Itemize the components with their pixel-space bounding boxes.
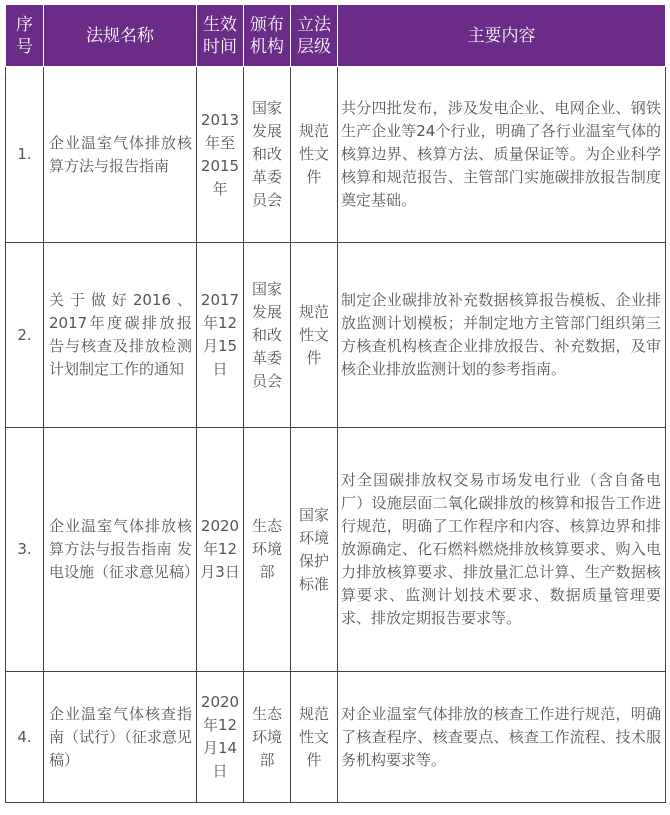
issuing-body <box>244 672 291 803</box>
effective-time-line: 日 <box>212 762 228 780</box>
header-time <box>197 5 244 67</box>
issuing-body-line: 生态 <box>251 704 282 723</box>
regulation-name: 企业温室气体核查指南（试行）（征求意见稿） <box>44 672 197 803</box>
legislative-level-line: 规范 <box>298 704 329 723</box>
legislative-level-line: 环境 <box>298 528 329 547</box>
table-row <box>6 243 666 428</box>
header-time-line: 时间 <box>203 36 237 57</box>
effective-time-line: 月15 <box>202 337 238 355</box>
legislative-level-line: 国家 <box>298 505 329 524</box>
effective-time <box>197 428 244 672</box>
header-level <box>291 5 338 67</box>
main-content: 对企业温室气体排放的核查工作进行规范，明确了核查程序、核查要点、核查工作流程、技术服务机构要求等。 <box>338 672 666 803</box>
header-issuer-line: 颁布 <box>250 14 284 35</box>
effective-time-line: 年12 <box>202 540 238 558</box>
main-content: 制定企业碳排放补充数据核算报告模板、企业排放监测计划模板；并制定地方主管部门组织第三方核查机构核查企业排放报告、补充数据，及审核企业排放监测计划的参考指南。 <box>338 243 666 428</box>
issuing-body <box>244 67 291 243</box>
header-num-line: 序 <box>16 14 33 35</box>
row-number: 2. <box>6 243 44 428</box>
issuing-body-line: 生态 <box>251 517 282 535</box>
legislative-level-line: 保护 <box>298 551 329 570</box>
issuing-body-line: 国家 <box>251 99 282 117</box>
legislative-level-line: 件 <box>306 348 322 367</box>
effective-time <box>197 243 244 428</box>
regulation-name: 关于做好2016、2017年度碳排放报告与核查及排放检测计划制定工作的通知 <box>44 243 197 428</box>
header-issuer-line: 机构 <box>250 36 284 57</box>
issuing-body-line: 国家 <box>251 279 282 298</box>
issuing-body-line: 环境 <box>251 540 282 558</box>
main-content: 共分四批发布，涉及发电企业、电网企业、钢铁生产企业等24个行业，明确了各行业温室气体的核算边界、核算方法、质量保证等。为企业科学核算和规范报告、主管部门实施碳排放报告制度奠定基础。 <box>338 67 666 243</box>
legislative-level-line: 件 <box>306 168 322 186</box>
issuing-body <box>244 428 291 672</box>
effective-time-line: 年 <box>212 179 228 198</box>
issuing-body-line: 革委 <box>251 168 282 186</box>
issuing-body-line: 部 <box>259 563 275 581</box>
legislative-level <box>291 67 338 243</box>
legislative-level-line: 标准 <box>298 574 329 593</box>
regulations-table <box>5 4 666 803</box>
table-header <box>6 5 666 67</box>
row-number: 4. <box>6 672 44 803</box>
table-row <box>6 428 666 672</box>
legislative-level <box>291 243 338 428</box>
legislative-level-line: 件 <box>306 750 322 769</box>
header-num-line: 号 <box>16 36 33 57</box>
legislative-level-line: 规范 <box>298 302 329 321</box>
legislative-level-line: 性文 <box>298 145 329 163</box>
issuing-body-line: 员会 <box>251 191 282 209</box>
effective-time-line: 2015 <box>200 156 240 175</box>
issuing-body-line: 发展 <box>251 302 282 321</box>
row-number: 3. <box>6 428 44 672</box>
effective-time <box>197 67 244 243</box>
issuing-body-line: 环境 <box>251 727 282 746</box>
legislative-level <box>291 428 338 672</box>
issuing-body-line: 和改 <box>251 325 282 344</box>
issuing-body-line: 革委 <box>251 348 282 367</box>
effective-time-line: 2020 <box>200 517 240 535</box>
effective-time-line: 2017 <box>200 291 240 309</box>
header-time-line: 生效 <box>203 14 237 35</box>
legislative-level-line: 规范 <box>298 122 329 140</box>
header-level-line: 层级 <box>297 36 331 57</box>
effective-time-line: 月14 <box>202 739 238 757</box>
effective-time-line: 日 <box>212 360 228 378</box>
effective-time-line: 年至 <box>204 133 235 152</box>
effective-time <box>197 672 244 803</box>
effective-time-line: 月3日 <box>200 563 240 581</box>
effective-time-line: 2013 <box>200 110 240 129</box>
issuing-body-line: 和改 <box>251 145 282 163</box>
header-name: 法规名称 <box>44 5 197 67</box>
table-row <box>6 672 666 803</box>
header-issuer <box>244 5 291 67</box>
regulation-name: 企业温室气体排放核算方法与报告指南 发电设施（征求意见稿） <box>44 428 197 672</box>
header-level-line: 立法 <box>297 14 331 35</box>
legislative-level-line: 性文 <box>298 325 329 344</box>
effective-time-line: 年12 <box>202 314 238 332</box>
main-content: 对全国碳排放权交易市场发电行业（含自备电厂）设施层面二氧化碳排放的核算和报告工作进行规范，明确了工作程序和内容、核算边界和排放源确定、化石燃料燃烧排放核算要求、购入电力排放核算要求、排放量汇总计算、生产数据核算要求、监测计划技术要求、数据质量管理要求、排放定期报告要求等。 <box>338 428 666 672</box>
header-content: 主要内容 <box>338 5 666 67</box>
effective-time-line: 年12 <box>202 716 238 734</box>
effective-time-line: 2020 <box>200 693 240 711</box>
issuing-body-line: 员会 <box>251 371 282 390</box>
legislative-level-line: 性文 <box>298 727 329 746</box>
header-num <box>6 5 44 67</box>
issuing-body-line: 部 <box>259 750 275 769</box>
legislative-level <box>291 672 338 803</box>
table-row <box>6 67 666 243</box>
row-number: 1. <box>6 67 44 243</box>
regulation-name: 企业温室气体排放核算方法与报告指南 <box>44 67 197 243</box>
issuing-body-line: 发展 <box>251 122 282 140</box>
issuing-body <box>244 243 291 428</box>
